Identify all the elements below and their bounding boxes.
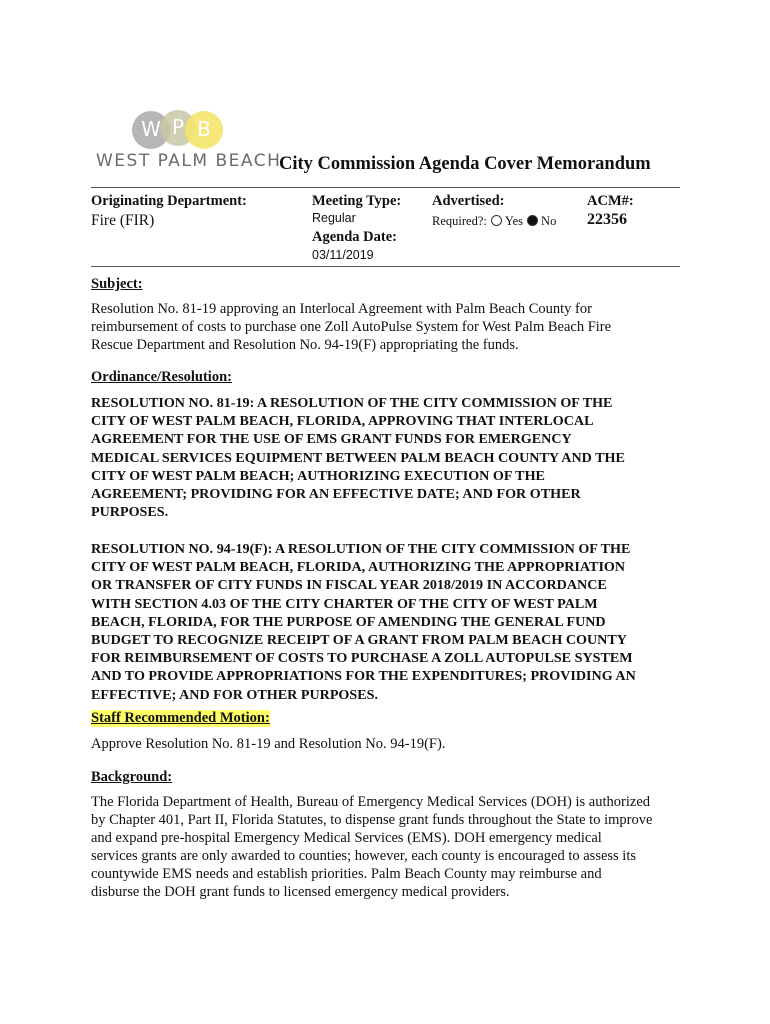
logo-text: WEST PALM BEACH xyxy=(96,151,282,171)
no-label: No xyxy=(541,214,557,228)
agenda-date-label: Agenda Date: xyxy=(312,229,397,245)
resolution-line: RESOLUTION NO. 81-19: A RESOLUTION OF THE CITY COMMISSION OF THE xyxy=(91,395,613,411)
no-radio-icon[interactable] xyxy=(527,215,538,226)
acm-value: 22356 xyxy=(587,211,627,228)
page-title: City Commission Agenda Cover Memorandum xyxy=(279,154,651,174)
resolution-line: PURPOSES. xyxy=(91,504,169,521)
motion-heading: Staff Recommended Motion: xyxy=(91,710,270,726)
meta-divider xyxy=(91,266,680,267)
background-text xyxy=(91,793,691,901)
background-heading: Background: xyxy=(91,769,173,785)
resolution-line: CITY OF WEST PALM BEACH; AUTHORIZING EXECUTION OF THE xyxy=(91,467,545,484)
motion-text: Approve Resolution No. 81-19 and Resolution No. 94-19(F). xyxy=(91,736,446,752)
resolution-line: FOR REIMBURSEMENT OF COSTS TO PURCHASE A ZOLL AUTOPULSE SYSTEM xyxy=(91,650,633,667)
required-label: Required?: xyxy=(432,214,487,228)
ordinance-heading: Ordinance/Resolution: xyxy=(91,369,232,385)
resolution-line: CITY OF WEST PALM BEACH, FLORIDA, AUTHORIZING THE APPROPRIATION xyxy=(91,559,626,576)
background-line: countywide EMS needs and establish priorities. Palm Beach County may reimburse and xyxy=(91,866,602,882)
agenda-date-value: 03/11/2019 xyxy=(312,248,374,262)
subject-heading: Subject: xyxy=(91,276,143,292)
background-line: services grants are only awarded to counties; however, each county is encouraged to assess its xyxy=(91,848,637,864)
advertised-label: Advertised: xyxy=(432,193,505,209)
meeting-type-label: Meeting Type: xyxy=(312,193,402,209)
subject-line: Rescue Department and Resolution No. 94-19(F) appropriating the funds. xyxy=(91,337,519,353)
meeting-type-value: Regular xyxy=(312,211,356,225)
logo-circles-icon xyxy=(132,106,224,154)
resolution-line: WITH SECTION 4.03 OF THE CITY CHARTER OF THE CITY OF WEST PALM xyxy=(91,595,598,612)
resolution-line: AND TO PROVIDE APPROPRIATIONS FOR THE EXPENDITURES; PROVIDING AN xyxy=(91,668,636,685)
svg-text:P: P xyxy=(171,115,185,139)
originating-department-value: Fire (FIR) xyxy=(91,212,155,229)
resolution-94-19-text xyxy=(91,540,691,704)
required-field xyxy=(432,212,556,230)
resolution-line: CITY OF WEST PALM BEACH, FLORIDA, APPROVING THAT INTERLOCAL xyxy=(91,413,594,430)
background-line: disburse the DOH grant funds to licensed emergency medical providers. xyxy=(91,884,510,900)
resolution-line: AGREEMENT FOR THE USE OF EMS GRANT FUNDS FOR EMERGENCY xyxy=(91,431,572,448)
background-line: and expand pre-hospital Emergency Medical Services (EMS). DOH emergency medical xyxy=(91,830,602,846)
subject-text xyxy=(91,300,691,354)
yes-label: Yes xyxy=(504,214,524,228)
resolution-line: RESOLUTION NO. 94-19(F): A RESOLUTION OF THE CITY COMMISSION OF THE xyxy=(91,541,631,557)
svg-text:B: B xyxy=(197,117,211,141)
resolution-81-19-text xyxy=(91,394,691,521)
resolution-line: BUDGET TO RECOGNIZE RECEIPT OF A GRANT FROM PALM BEACH COUNTY xyxy=(91,632,627,649)
resolution-line: BEACH, FLORIDA, FOR THE PURPOSE OF AMENDING THE GENERAL FUND xyxy=(91,613,606,630)
subject-line: Resolution No. 81-19 approving an Interlocal Agreement with Palm Beach County for xyxy=(91,301,592,317)
yes-radio-icon[interactable] xyxy=(491,215,502,226)
acm-label: ACM#: xyxy=(587,193,634,209)
subject-line: reimbursement of costs to purchase one Zoll AutoPulse System for West Palm Beach Fire xyxy=(91,319,612,335)
resolution-line: MEDICAL SERVICES EQUIPMENT BETWEEN PALM BEACH COUNTY AND THE xyxy=(91,449,625,466)
resolution-line: OR TRANSFER OF CITY FUNDS IN FISCAL YEAR 2018/2019 IN ACCORDANCE xyxy=(91,577,607,594)
svg-text:W: W xyxy=(141,117,161,141)
resolution-line: AGREEMENT; PROVIDING FOR AN EFFECTIVE DATE; AND FOR OTHER xyxy=(91,486,581,503)
originating-department-label: Originating Department: xyxy=(91,193,247,209)
top-divider xyxy=(91,187,680,188)
background-line: The Florida Department of Health, Bureau of Emergency Medical Services (DOH) is authorized xyxy=(91,794,651,810)
background-line: by Chapter 401, Part II, Florida Statutes, to dispense grant funds throughout the State to improve xyxy=(91,812,653,828)
resolution-line: EFFECTIVE; AND FOR OTHER PURPOSES. xyxy=(91,686,378,703)
